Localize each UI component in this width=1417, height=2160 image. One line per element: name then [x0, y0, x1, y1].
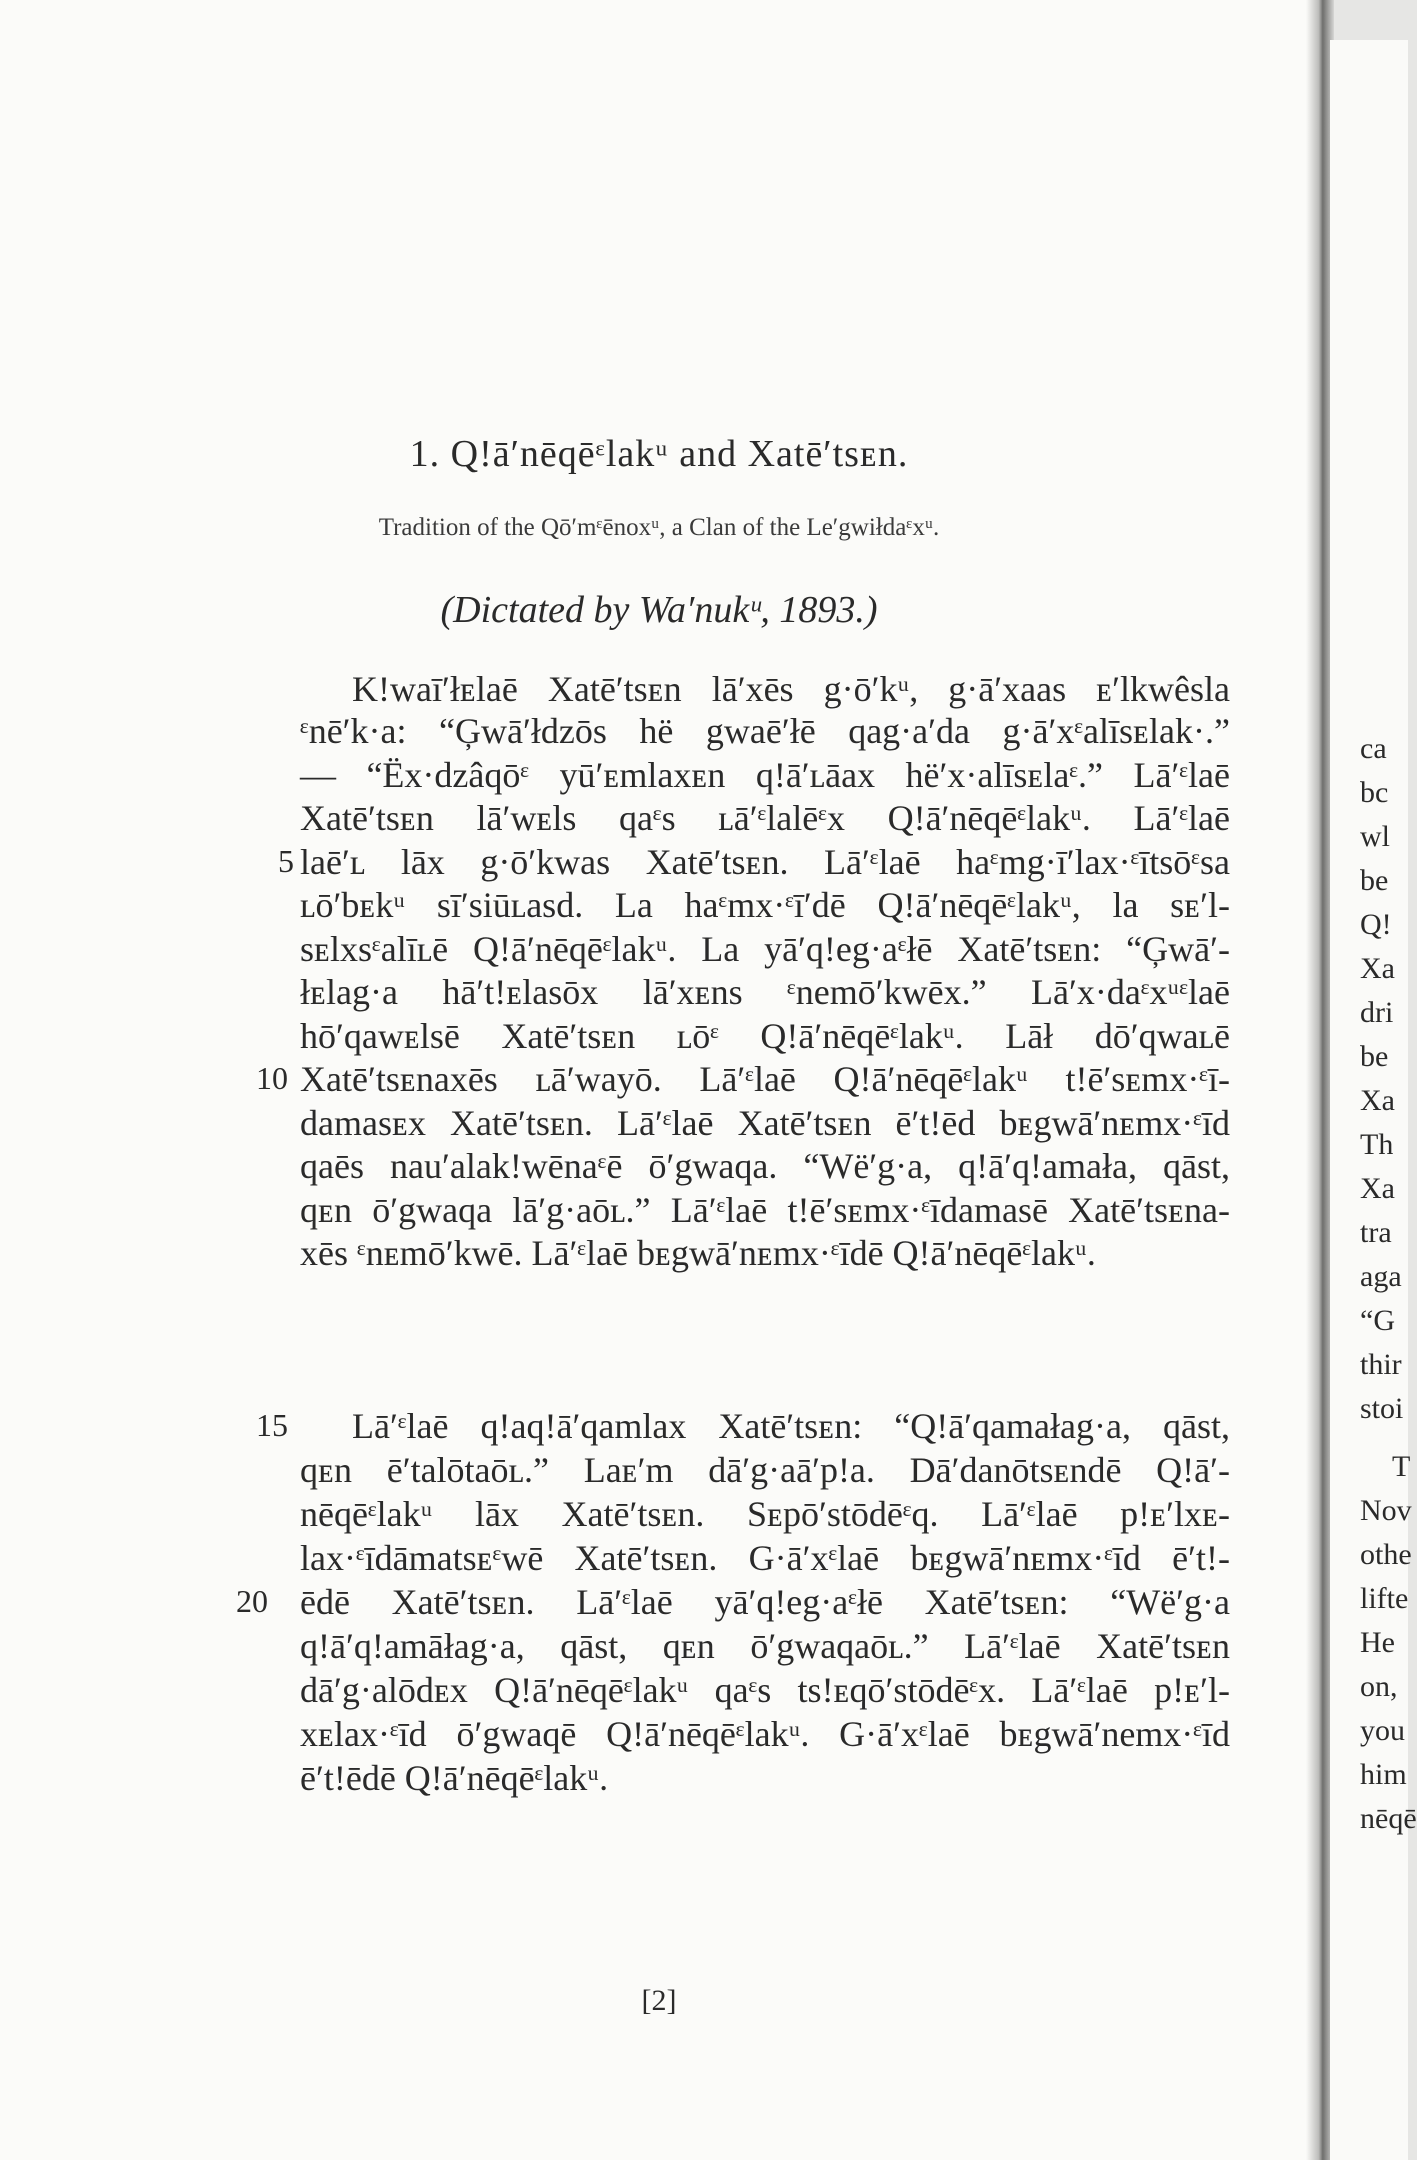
facing-fragment: othe — [1360, 1538, 1412, 1571]
text-line: ʟō′bᴇkᵘ sī′siūʟasd. La haᵋmx·ᵋī′dē Q!ā′nēqēᵋlakᵘ, la sᴇ′l- — [300, 885, 1230, 925]
facing-page-edge — [1330, 40, 1417, 2160]
text-line: Xatē′tsᴇn lā′wᴇls qaᵋs ʟā′ᵋlalēᵋx Q!ā′nēqēᵋlakᵘ. Lā′ᵋlaē — [300, 798, 1230, 838]
facing-fragment: Xa — [1360, 1084, 1395, 1117]
facing-fragment: bc — [1360, 776, 1389, 809]
text-line: q!ā′q!amāłag·a, qāst, qᴇn ō′gwaqaōʟ.” Lā′ᵋlaē Xatē′tsᴇn — [300, 1626, 1230, 1666]
facing-fragment: you — [1360, 1714, 1405, 1747]
text-line: xēs ᵋnᴇmō′kwē. Lā′ᵋlaē bᴇgwā′nᴇmx·ᵋīdē Q!ā′nēqēᵋlakᵘ. — [300, 1233, 1096, 1273]
facing-fragment: be — [1360, 1040, 1389, 1073]
dictation-note: (Dictated by Wa′nukᵘ, 1893.) — [440, 589, 878, 631]
text-line: sᴇlxsᵋalīʟē Q!ā′nēqēᵋlakᵘ. La yā′q!eg·aᵋłē Xatē′tsᴇn: “Ģwā′- — [300, 929, 1230, 969]
text-line: damasᴇx Xatē′tsᴇn. Lā′ᵋlaē Xatē′tsᴇn ē′t!ēd bᴇgwā′nᴇmx·ᵋīd — [300, 1103, 1230, 1143]
text-line: ēdē Xatē′tsᴇn. Lā′ᵋlaē yā′q!eg·aᵋłē Xatē′tsᴇn: “Wë′g·a — [300, 1582, 1230, 1622]
text-line: hō′qawᴇlsē Xatē′tsᴇn ʟōᵋ Q!ā′nēqēᵋlakᵘ. Lāł dō′qwaʟē — [300, 1016, 1230, 1056]
line-number: 10 — [256, 1060, 288, 1096]
facing-fragment: wl — [1360, 820, 1390, 853]
text-line: Xatē′tsᴇnaxēs ʟā′wayō. Lā′ᵋlaē Q!ā′nēqēᵋlakᵘ t!ē′sᴇmx·ᵋī- — [300, 1059, 1230, 1099]
facing-fragment: Q! — [1360, 908, 1392, 941]
text-line: lax·ᵋīdāmatsᴇᵋwē Xatē′tsᴇn. G·ā′xᵋlaē bᴇgwā′nᴇmx·ᵋīd ē′t!- — [300, 1538, 1230, 1578]
facing-fragment: nēqē — [1360, 1802, 1417, 1835]
line-number: 20 — [236, 1583, 268, 1619]
facing-fragment: He — [1360, 1626, 1395, 1659]
facing-fragment: thir — [1360, 1348, 1402, 1381]
page-number: [2] — [641, 1984, 677, 2017]
story-subtitle: Tradition of the Qō′mᵋēnoxᵘ, a Clan of the Le′gwiłdaᵋxᵘ. — [378, 514, 940, 541]
line-number: 5 — [278, 843, 294, 879]
text-line: — “Ëx·dzâqōᵋ yū′ᴇmlaxᴇn q!ā′ʟāax hë′x·alīsᴇlaᵋ.” Lā′ᵋlaē — [300, 755, 1230, 795]
text-line: Lā′ᵋlaē q!aq!ā′qamlax Xatē′tsᴇn: “Q!ā′qamałag·a, qāst, — [352, 1406, 1230, 1446]
story-title: 1. Q!ā′nēqēᵋlakᵘ and Xatē′tsᴇn. — [409, 433, 909, 475]
text-line: qᴇn ē′talōtaōʟ.” Laᴇ′m dā′g·aā′p!a. Dā′danōtsᴇndē Q!ā′- — [300, 1450, 1230, 1490]
facing-fragment: “G — [1360, 1304, 1395, 1337]
line-number: 15 — [256, 1407, 288, 1443]
facing-fragment: aga — [1360, 1260, 1402, 1293]
text-line: qᴇn ō′gwaqa lā′g·aōʟ.” Lā′ᵋlaē t!ē′sᴇmx·ᵋīdamasē Xatē′tsᴇna- — [300, 1190, 1230, 1230]
facing-fragment: tra — [1360, 1216, 1392, 1249]
text-line: K!waī′łᴇlaē Xatē′tsᴇn lā′xēs g·ō′kᵘ, g·ā′xaas ᴇ′lkwêsla — [352, 669, 1230, 709]
text-line: nēqēᵋlakᵘ lāx Xatē′tsᴇn. Sᴇpō′stōdēᵋq. Lā′ᵋlaē p!ᴇ′lxᴇ- — [300, 1494, 1230, 1534]
text-line: xᴇlax·ᵋīd ō′gwaqē Q!ā′nēqēᵋlakᵘ. G·ā′xᵋlaē bᴇgwā′nemx·ᵋīd — [300, 1714, 1230, 1754]
text-line: laē′ʟ lāx g·ō′kwas Xatē′tsᴇn. Lā′ᵋlaē haᵋmg·ī′lax·ᵋītsōᵋsa — [300, 842, 1230, 882]
facing-fragment: ca — [1360, 732, 1387, 765]
text-line: qaēs nau′alak!wēnaᵋē ō′gwaqa. “Wë′g·a, q!ā′q!amała, qāst, — [300, 1146, 1230, 1186]
facing-fragment: Nov — [1360, 1494, 1412, 1527]
facing-fragment: stoi — [1360, 1392, 1404, 1425]
text-line: dā′g·alōdᴇx Q!ā′nēqēᵋlakᵘ qaᵋs ts!ᴇqō′stōdēᵋx. Lā′ᵋlaē p!ᴇ′l- — [300, 1670, 1230, 1710]
facing-fragment: on, — [1360, 1670, 1398, 1703]
facing-fragment: him — [1360, 1758, 1407, 1791]
facing-fragment: dri — [1360, 996, 1394, 1029]
facing-fragment: T — [1392, 1450, 1411, 1483]
facing-fragment: be — [1360, 864, 1389, 897]
facing-fragment: Xa — [1360, 1172, 1395, 1205]
text-line: ᵋnē′k·a: “Ģwā′łdzōs hë gwaē′łē qag·a′da g·ā′xᵋalīsᴇlak·.” — [300, 711, 1230, 751]
text-line: łᴇlag·a hā′t!ᴇlasōx lā′xᴇns ᵋnemō′kwēx.” Lā′x·daᵋxᵘᵋlaē — [300, 972, 1230, 1012]
facing-fragment: Xa — [1360, 952, 1395, 985]
facing-fragment: lifte — [1360, 1582, 1409, 1615]
text-line: ē′t!ēdē Q!ā′nēqēᵋlakᵘ. — [300, 1758, 609, 1798]
facing-fragment: Th — [1360, 1128, 1394, 1161]
